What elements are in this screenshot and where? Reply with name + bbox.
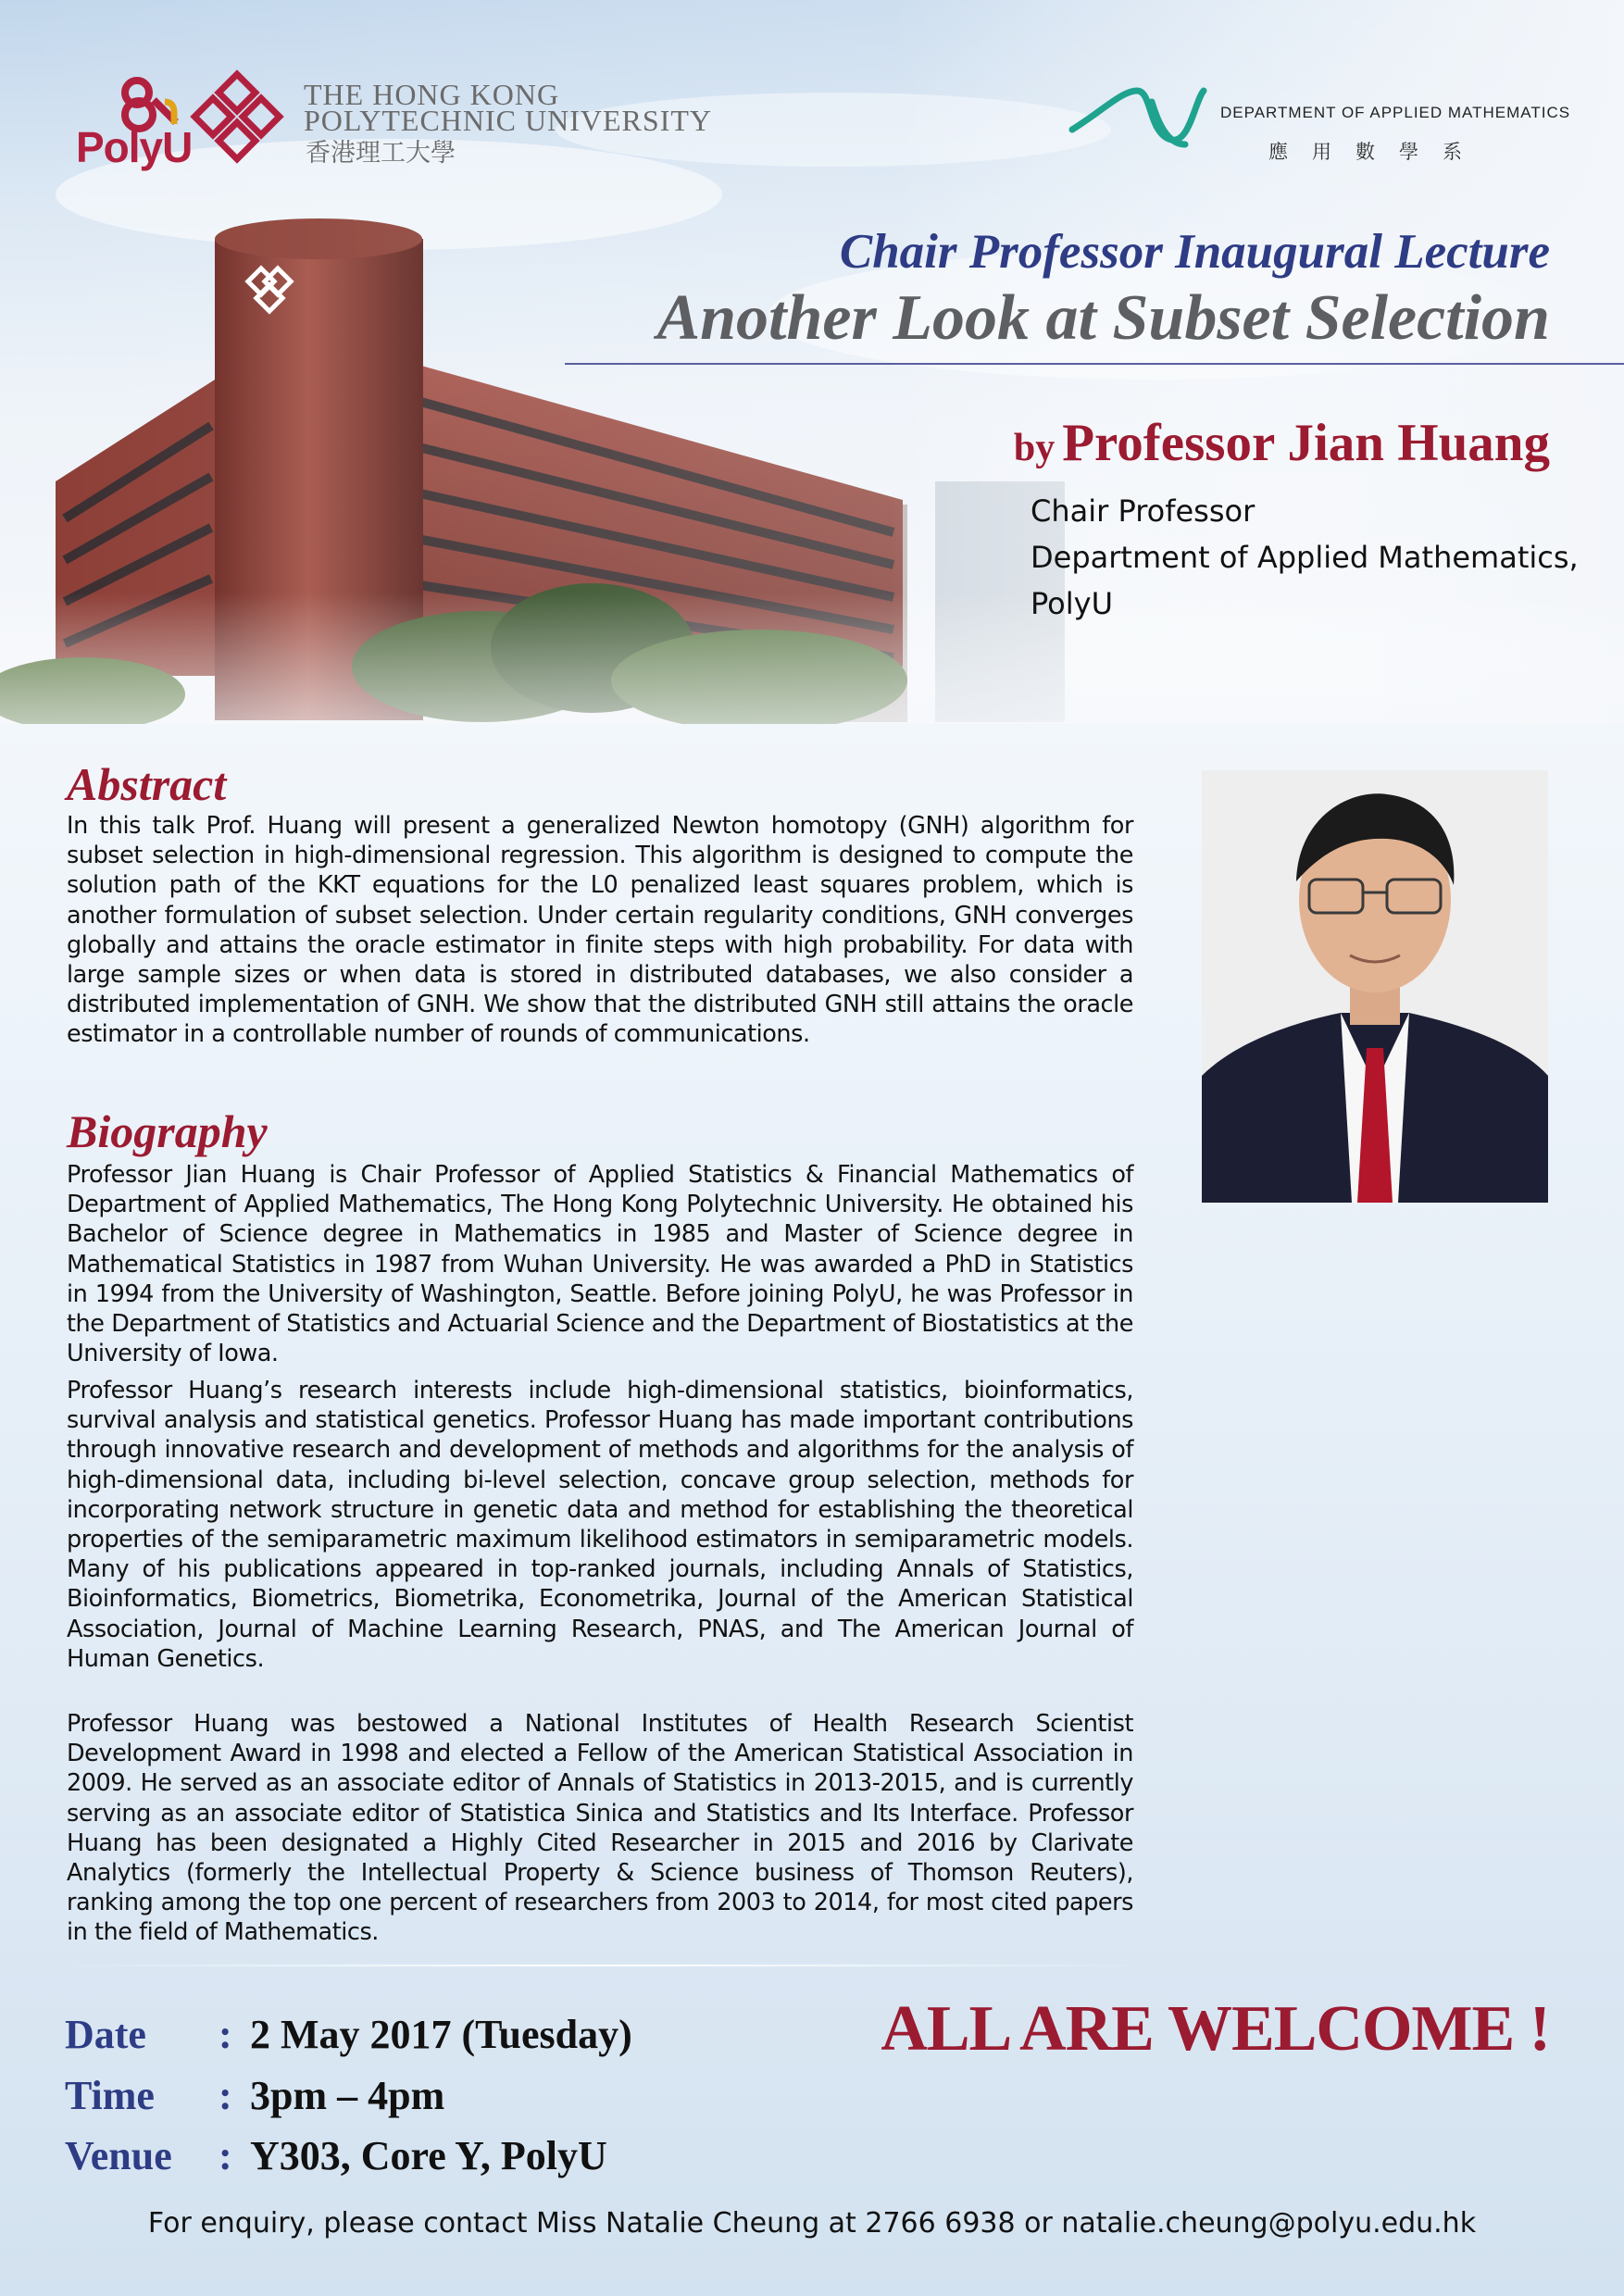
speaker-role-line: Department of Applied Mathematics, (1031, 540, 1579, 575)
speaker-heading (1014, 413, 1550, 473)
date-label: Date (65, 2012, 146, 2057)
speaker-role-line: PolyU (1031, 586, 1113, 621)
lecture-title: Another Look at Subset Selection (656, 282, 1550, 354)
date-separator: : (219, 2012, 232, 2057)
lecture-type: Chair Professor Inaugural Lecture (839, 225, 1550, 279)
department-name: DEPARTMENT OF APPLIED MATHEMATICS (1220, 104, 1571, 121)
footer-divider (56, 1965, 1148, 1966)
biography-heading: Biography (67, 1105, 268, 1157)
time-label: Time (65, 2073, 155, 2118)
title-divider (565, 363, 1624, 365)
time-value: 3pm – 4pm (250, 2073, 445, 2118)
university-name-line1: THE HONG KONG (304, 78, 560, 111)
biography-paragraph: Professor Jian Huang is Chair Professor of Applied Statistics & Financial Mathematics of Department of Applied Mathematics, The Hong Kong Polytechnic University. He obtained his Bachelor of Science degree in Mathematics in 1985 and Master of Science degree in Mathematical Statistics in 1987 from Wuhan University. He was awarded a PhD in Statistics in 1994 from the University of Washington, Seattle. Before joining PolyU, he was Professor in the Department of Statistics and Actuarial Science and the Department of Biostatistics at the University of Iowa. (67, 1161, 1133, 1368)
venue-separator: : (219, 2133, 232, 2178)
time-separator: : (219, 2073, 232, 2118)
abstract-heading: Abstract (67, 758, 227, 810)
abstract-text: In this talk Prof. Huang will present a generalized Newton homotopy (GNH) algorithm for subset selection in high-dimensional regression. This algorithm is designed to compute the solution path of the KKT equations for the L0 penalized least squares problem, which is another formulation of subset selection. Under certain regularity conditions, GNH converges globally and attains the oracle estimator in finite steps with high probability. For data with large sample sizes or when data is stored in distributed databases, we also consider a distributed implementation of GNH. We show that the distributed GNH still attains the oracle estimator in a controllable number of rounds of communications. (67, 812, 1133, 1049)
hero-banner (0, 0, 1624, 724)
department-name-chinese: 應用數學系 (1268, 141, 1486, 163)
university-name-line2: POLYTECHNIC UNIVERSITY (304, 104, 712, 137)
biography-paragraph: Professor Huang was bestowed a National Institutes of Health Research Scientist Development Award in 1998 and elected a Fellow of the American Statistical Association in 2009. He served as an associate editor of Annals of Statistics in 2013-2015, and is currently serving as an associate editor of Statistica Sinica and Statistics and Its Interface. Professor Huang has been designated a Highly Cited Researcher in 2015 and 2016 by Clarivate Analytics (formerly the Intellectual Property & Science business of Thomson Reuters), ranking among the top one percent of researchers from 2003 to 2014, for most cited papers in the field of Mathematics. (67, 1710, 1133, 1947)
speaker-role-line: Chair Professor (1031, 493, 1255, 529)
enquiry-contact: For enquiry, please contact Miss Natalie Cheung at 2766 6938 or natalie.cheung@polyu.edu.hk (147, 2207, 1477, 2240)
venue-label: Venue (65, 2133, 172, 2178)
speaker-name: Professor Jian Huang (1062, 414, 1550, 472)
speaker-portrait (1202, 770, 1548, 1203)
biography-paragraph: Professor Huang’s research interests include high-dimensional statistics, bioinformatics, survival analysis and statistical genetics. Professor Huang has made important contributions through innovative research and development of methods and algorithms for the analysis of high-dimensional data, including bi-level selection, concave group selection, methods for incorporating network structure in genetic data and method for establishing the theoretical properties of the semiparametric maximum likelihood estimators in semiparametric models. Many of his publications appeared in top-ranked journals, including Annals of Statistics, Bioinformatics, Biometrics, Biometrika, Econometrika, Journal of the American Statistical Association, Journal of Machine Learning Research, PNAS, and The American Journal of Human Genetics. (67, 1377, 1133, 1673)
polyu-wordmark: PolyU (76, 123, 193, 171)
welcome-banner: ALL ARE WELCOME ! (881, 1993, 1550, 2065)
venue-value: Y303, Core Y, PolyU (250, 2133, 607, 2178)
date-value: 2 May 2017 (Tuesday) (250, 2012, 632, 2057)
speaker-prefix: by (1013, 427, 1056, 469)
university-name-chinese: 香港理工大學 (306, 139, 456, 167)
